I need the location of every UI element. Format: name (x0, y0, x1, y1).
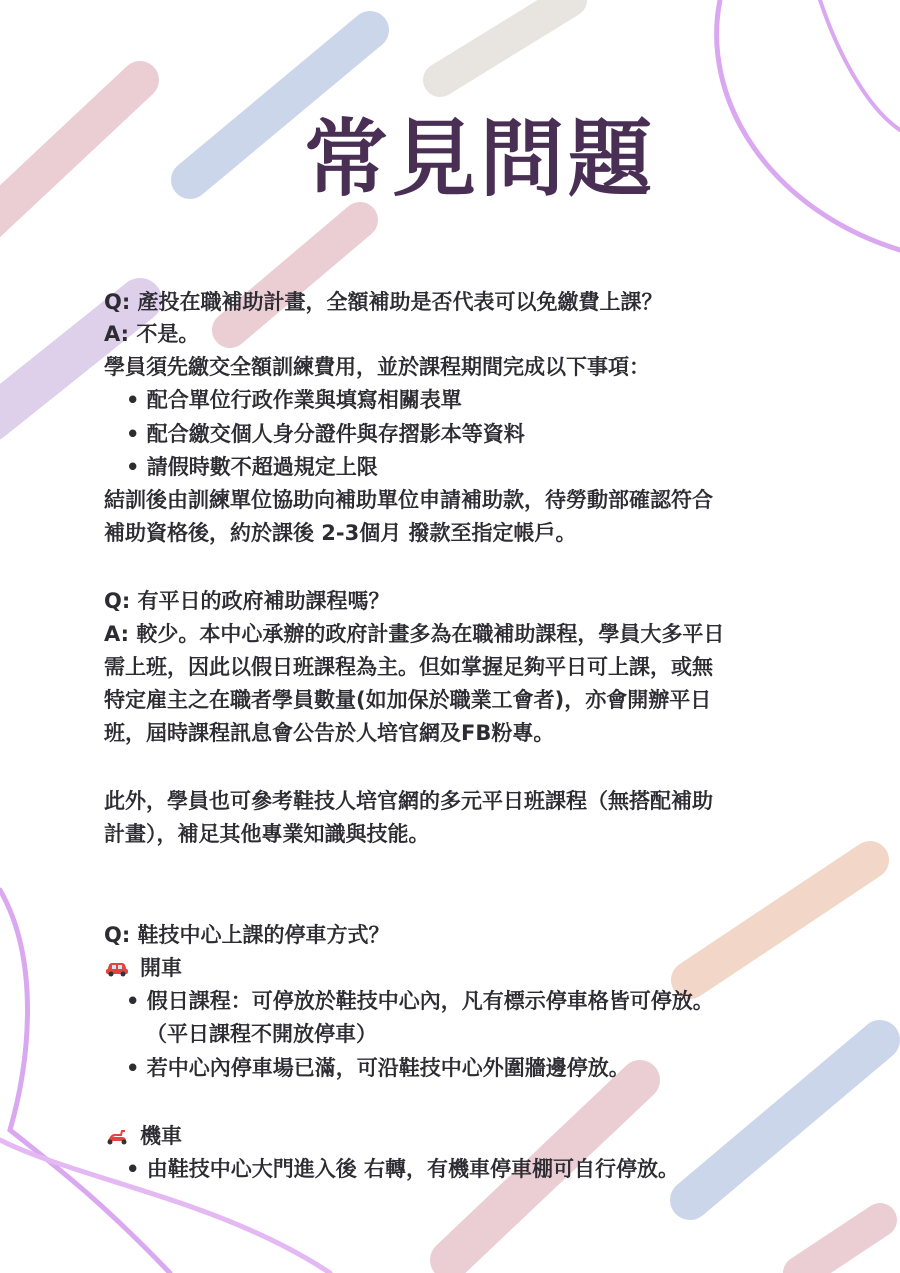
faq2-question: Q: 有平日的政府補助課程嗎？ (104, 589, 390, 613)
faq1-answer: A: 不是。 (104, 322, 200, 346)
faq1-bullet: • 配合繳交個人身分證件與存摺影本等資料 (126, 422, 525, 446)
faq1-bullet: • 配合單位行政作業與填寫相關表單 (126, 388, 462, 412)
car-heading (104, 955, 182, 981)
scooter-heading (104, 1123, 182, 1149)
car-label: 開車 (140, 956, 182, 980)
scooter-bullet: • 由鞋技中心大門進入後 右轉，有機車停車棚可自行停放。 (126, 1157, 680, 1181)
scooter-icon (104, 1126, 130, 1146)
faq3-question: Q: 鞋技中心上課的停車方式？ (104, 923, 390, 947)
faq2-answer-line: 需上班，因此以假日班課程為主。但如掌握足夠平日可上課，或無 (104, 655, 713, 679)
car-bullet-continuation: （平日課程不開放停車） (146, 1022, 377, 1046)
faq1-question: Q: 產投在職補助計畫，全額補助是否代表可以免繳費上課？ (104, 290, 663, 314)
scooter-label: 機車 (140, 1124, 182, 1148)
car-icon (104, 958, 130, 978)
faq1-intro: 學員須先繳交全額訓練費用，並於課程期間完成以下事項： (104, 355, 650, 379)
faq1-bullet: • 請假時數不超過規定上限 (126, 455, 378, 479)
car-bullet: • 若中心內停車場已滿，可沿鞋技中心外圍牆邊停放。 (126, 1056, 630, 1080)
faq2-answer-line: 特定雇主之在職者學員數量(如加保於職業工會者)，亦會開辦平日 (104, 688, 712, 712)
page-title: 常見問題 (303, 110, 656, 208)
faq2-extra-line: 計畫），補足其他專業知識與技能。 (104, 822, 430, 846)
faq2-answer-line: 班，屆時課程訊息會公告於人培官網及FB粉專。 (104, 721, 555, 745)
faq2-answer-line: A: 較少。本中心承辦的政府計畫多為在職補助課程，學員大多平日 (104, 622, 725, 646)
faq2-extra-line: 此外，學員也可參考鞋技人培官網的多元平日班課程（無搭配補助 (104, 789, 713, 813)
car-bullet: • 假日課程：可停放於鞋技中心內，凡有標示停車格皆可停放。 (126, 989, 714, 1013)
faq1-after-line: 結訓後由訓練單位協助向補助單位申請補助款，待勞動部確認符合 (104, 488, 713, 512)
faq1-after-line: 補助資格後，約於課後 2-3個月 撥款至指定帳戶。 (104, 521, 577, 545)
